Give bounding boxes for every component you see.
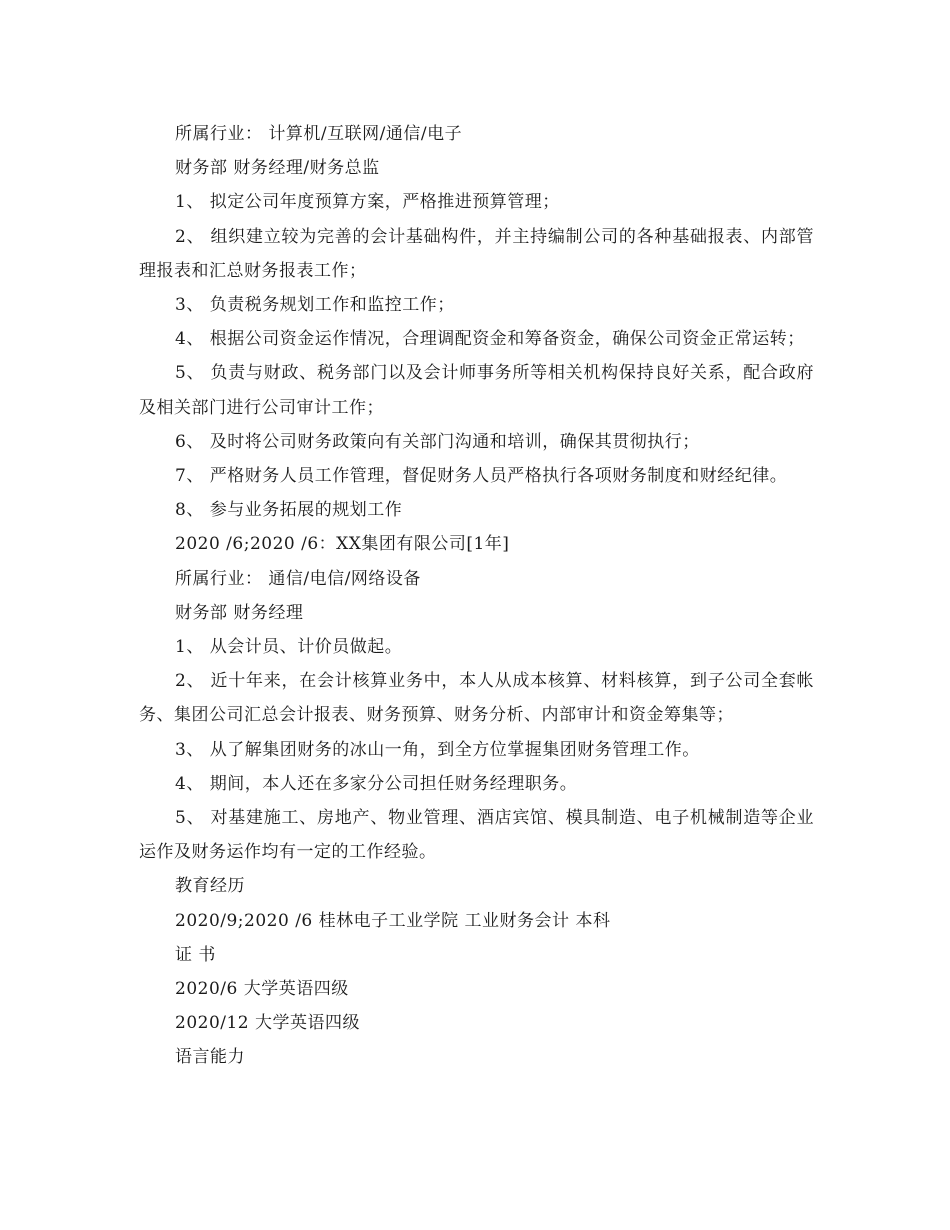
experience-item-1: 1、 从会计员、计价员做起。 <box>175 637 403 658</box>
position-line-1: 财务部 财务经理/财务总监 <box>175 158 380 179</box>
duty-item-6: 6、 及时将公司财务政策向有关部门沟通和培训，确保其贯彻执行； <box>175 431 700 452</box>
employment-period: 2020 /6;2020 /6：XX集团有限公司[1年] <box>175 534 510 555</box>
experience-item-2: 2、 近十年来，在会计核算业务中，本人从成本核算、材料核算，到子公司全套帐务、集团公司汇总会计报表、财务预算、财务分析、内部审计和资金筹集等； <box>139 671 814 726</box>
duty-item-4: 4、 根据公司资金运作情况，合理调配资金和筹备资金，确保公司资金正常运转； <box>175 329 805 350</box>
duty-item-7: 7、 严格财务人员工作管理，督促财务人员严格执行各项财务制度和财经纪律。 <box>175 466 788 487</box>
position-line-2: 财务部 财务经理 <box>175 602 304 623</box>
experience-item-4: 4、 期间，本人还在多家分公司担任财务经理职务。 <box>175 773 578 794</box>
education-entry: 2020/9;2020 /6 桂林电子工业学院 工业财务会计 本科 <box>175 910 611 931</box>
certificates-heading: 证 书 <box>175 944 216 965</box>
experience-item-3: 3、 从了解集团财务的冰山一角，到全方位掌握集团财务管理工作。 <box>175 739 700 760</box>
industry-line-1: 所属行业： 计算机/互联网/通信/电子 <box>175 124 463 144</box>
certificate-entry-2: 2020/12 大学英语四级 <box>175 1013 361 1034</box>
duty-item-1: 1、 拟定公司年度预算方案，严格推进预算管理； <box>175 192 560 213</box>
duty-item-5: 5、 负责与财政、税务部门以及会计师事务所等相关机构保持良好关系，配合政府及相关部门进行公司审计工作； <box>139 363 814 418</box>
duty-item-3: 3、 负责税务规划工作和监控工作； <box>175 295 455 316</box>
education-heading: 教育经历 <box>175 876 245 897</box>
experience-item-5: 5、 对基建施工、房地产、物业管理、酒店宾馆、模具制造、电子机械制造等企业运作及财务运作均有一定的工作经验。 <box>139 808 814 863</box>
duty-item-2: 2、 组织建立较为完善的会计基础构件，并主持编制公司的各种基础报表、内部管理报表和汇总财务报表工作； <box>139 226 814 281</box>
document-body <box>139 117 819 1075</box>
industry-line-2: 所属行业： 通信/电信/网络设备 <box>175 568 421 589</box>
certificate-entry-1: 2020/6 大学英语四级 <box>175 979 349 1000</box>
duty-item-8: 8、 参与业务拓展的规划工作 <box>175 500 403 521</box>
language-heading: 语言能力 <box>175 1047 245 1068</box>
